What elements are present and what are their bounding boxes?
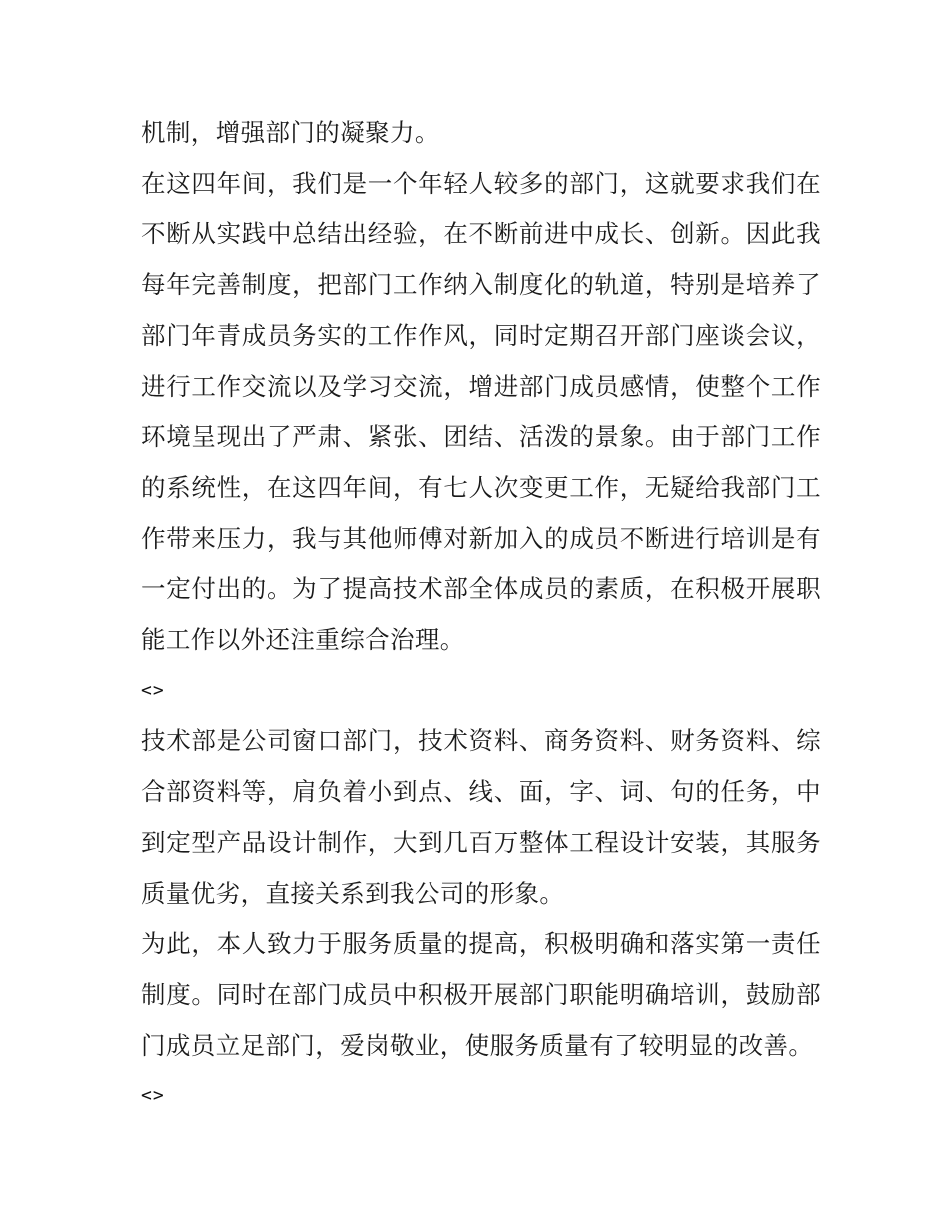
paragraph-4: 为此，本人致力于服务质量的提高，积极明确和落实第一责任制度。同时在部门成员中积极开展部门职能明确培训，鼓励部门成员立足部门，爱岗敬业，使服务质量有了较明显的改善。: [141, 929, 821, 1060]
paragraph-3: 技术部是公司窗口部门，技术资料、商务资料、财务资料、综合部资料等，肩负着小到点、线、面，字、词、句的任务，中到定型产品设计制作，大到几百万整体工程设计安装，其服务质量优劣，直接关系到我公司的形象。: [141, 726, 821, 908]
paragraph-2: 在这四年间，我们是一个年轻人较多的部门，这就要求我们在不断从实践中总结出经验，在不断前进中成长、创新。因此我每年完善制度，把部门工作纳入制度化的轨道，特别是培养了部门年青成员务实的工作作风，同时定期召开部门座谈会议，进行工作交流以及学习交流，增进部门成员感情，使整个工作环境呈现出了严肃、紧张、团结、活泼的景象。由于部门工作的系统性，在这四年间，有七人次变更工作，无疑给我部门工作带来压力，我与其他师傅对新加入的成员不断进行培训是有一定付出的。为了提高技术部全体成员的素质，在积极开展职能工作以外还注重综合治理。: [141, 168, 821, 655]
placeholder-marker-2: <>: [141, 1085, 165, 1107]
paragraph-1: 机制，增强部门的凝聚力。: [141, 118, 440, 147]
document-body: [141, 108, 821, 1122]
placeholder-marker-1: <>: [141, 679, 165, 701]
